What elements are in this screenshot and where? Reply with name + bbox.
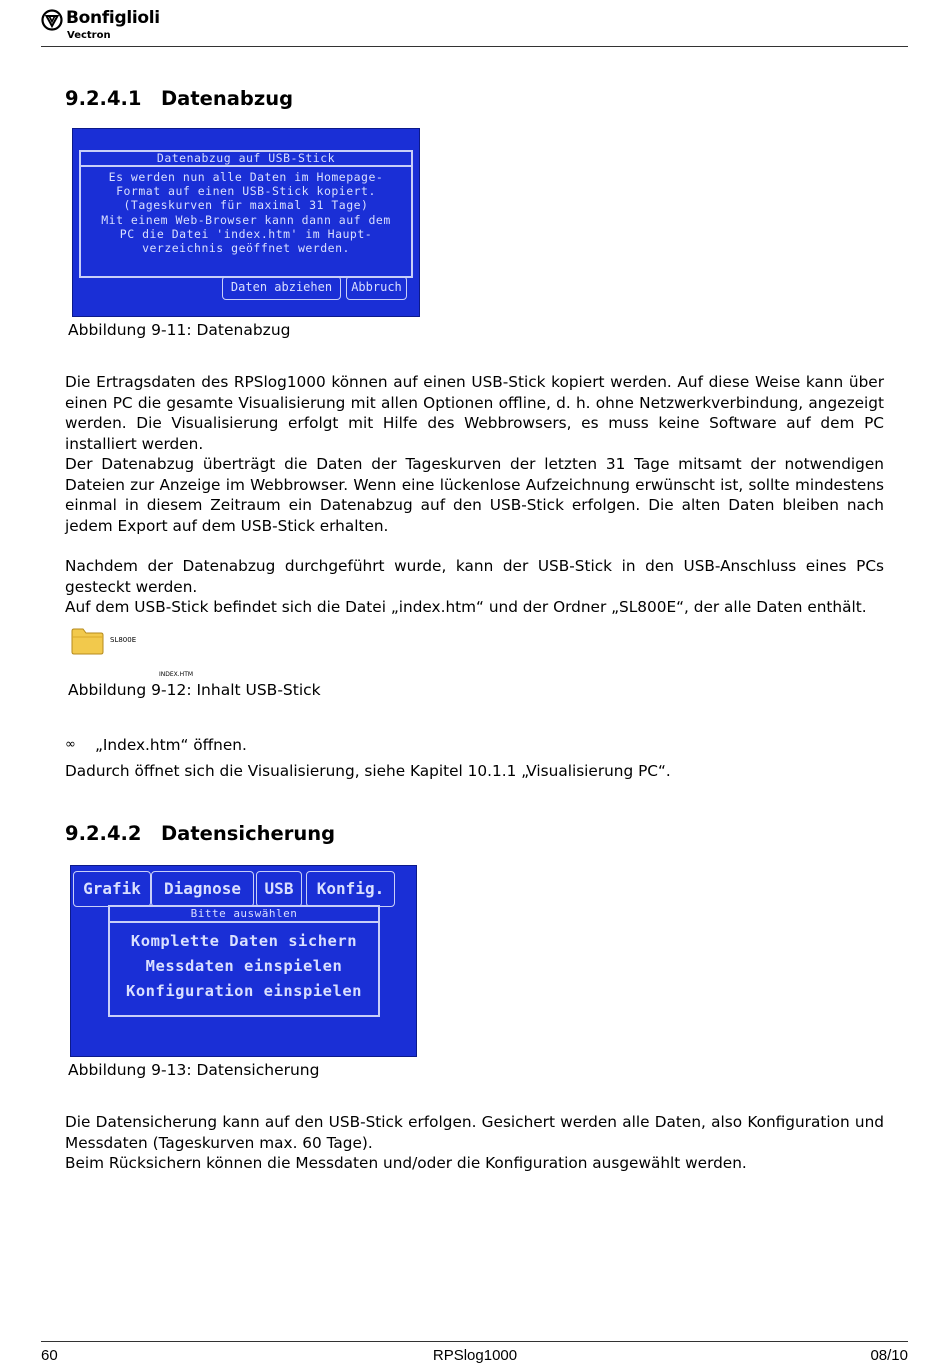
menu-item-komplette-daten-sichern[interactable]: Komplette Daten sichern bbox=[130, 932, 358, 950]
paragraph-text: Beim Rücksichern können die Messdaten und/oder die Konfiguration ausgewählt werden. bbox=[65, 1154, 747, 1172]
page-number: 60 bbox=[41, 1347, 58, 1364]
footer-date: 08/10 bbox=[870, 1347, 908, 1364]
abbruch-button[interactable]: Abbruch bbox=[346, 276, 407, 300]
section-heading-datenabzug bbox=[65, 87, 293, 110]
screen-line: Mit einem Web-Browser kann dann auf dem bbox=[101, 212, 391, 227]
daten-abziehen-button[interactable]: Daten abziehen bbox=[222, 276, 341, 300]
figure-caption: Abbildung 9-12: Inhalt USB-Stick bbox=[68, 681, 321, 699]
figure-caption: Abbildung 9-13: Datensicherung bbox=[68, 1061, 320, 1079]
brand-subname: Vectron bbox=[67, 30, 111, 41]
section-heading-datensicherung bbox=[65, 822, 335, 845]
datenabzug-screen bbox=[72, 128, 420, 317]
screen-line: Format auf einen USB-Stick kopiert. bbox=[116, 184, 376, 199]
screen-line: verzeichnis geöffnet werden. bbox=[142, 241, 350, 256]
bullet-text: „Index.htm“ öffnen. bbox=[95, 736, 247, 754]
screen-dialog-title: Datenabzug auf USB-Stick bbox=[156, 151, 336, 165]
section-number: 9.2.4.1 bbox=[65, 87, 142, 110]
paragraph-text: Die Datensicherung kann auf den USB-Stick erfolgen. Gesichert werden alle Daten, also Konfiguration und Messdaten (Tageskurven max. 60 Tage). bbox=[65, 1113, 884, 1152]
screen-dialog-body bbox=[79, 170, 413, 255]
folder-icon bbox=[71, 627, 104, 655]
paragraph-text: Die Ertragsdaten des RPSlog1000 können auf einen USB-Stick kopiert werden. Auf diese Weise kann über einen PC die gesamte Visualisierung mit allen Optionen offline, d. h. ohne Netzwerkverbindung, angezeigt werden. Die Visualisierung erfolgt mit Hilfe des Webbrowsers, es muss keine Software auf dem PC installiert werden. bbox=[65, 373, 884, 453]
paragraph-text: Der Datenabzug überträgt die Daten der Tageskurven der letzten 31 Tage mitsamt der notwendigen Dateien zur Anzeige im Webbrowser. Wenn eine lückenlose Aufzeichnung erwünscht ist, sollte mindestens einmal in diesem Zeitraum ein Datenabzug auf den USB-Stick erfolgen. Die alten Daten bleiben nach jedem Export auf dem USB-Stick erhalten. bbox=[65, 455, 884, 535]
section-number: 9.2.4.2 bbox=[65, 822, 142, 845]
tab-grafik[interactable]: Grafik bbox=[73, 871, 151, 907]
file-label: INDEX.HTM bbox=[159, 671, 194, 678]
header-divider bbox=[41, 46, 908, 47]
footer-divider bbox=[41, 1341, 908, 1342]
section-title: Datensicherung bbox=[161, 822, 336, 845]
paragraph-text: Auf dem USB-Stick befindet sich die Datei „index.htm“ und der Ordner „SL800E“, der alle Daten enthält. bbox=[65, 598, 867, 616]
brand-name: Bonfiglioli bbox=[66, 8, 160, 28]
screen-line: Es werden nun alle Daten im Homepage- bbox=[108, 170, 384, 184]
datensicherung-screen bbox=[70, 865, 417, 1057]
menu-title: Bitte auswählen bbox=[190, 907, 298, 920]
body-paragraph bbox=[65, 556, 884, 618]
body-text: Dadurch öffnet sich die Visualisierung, siehe Kapitel 10.1.1 „Visualisierung PC“. bbox=[65, 762, 671, 780]
footer-product: RPSlog1000 bbox=[432, 1347, 518, 1364]
body-paragraph bbox=[65, 1112, 884, 1174]
menu-item-messdaten-einspielen[interactable]: Messdaten einspielen bbox=[145, 957, 343, 975]
bullet-symbol: ∞ bbox=[65, 737, 76, 752]
folder-label: SL800E bbox=[110, 636, 137, 644]
body-paragraph bbox=[65, 372, 884, 536]
screen-line: PC die Datei 'index.htm' im Haupt- bbox=[119, 226, 373, 241]
tab-konfig[interactable]: Konfig. bbox=[306, 871, 395, 907]
screen-line: (Tageskurven für maximal 31 Tage) bbox=[123, 198, 369, 213]
tab-usb[interactable]: USB bbox=[256, 871, 302, 907]
section-title: Datenabzug bbox=[161, 87, 294, 110]
tab-diagnose[interactable]: Diagnose bbox=[151, 871, 254, 907]
figure-caption: Abbildung 9-11: Datenabzug bbox=[68, 321, 291, 339]
paragraph-text: Nachdem der Datenabzug durchgeführt wurde, kann der USB-Stick in den USB-Anschluss eines PCs gesteckt werden. bbox=[65, 557, 884, 596]
bonfiglioli-logo-icon bbox=[41, 9, 63, 31]
menu-item-konfiguration-einspielen[interactable]: Konfiguration einspielen bbox=[126, 982, 362, 1000]
